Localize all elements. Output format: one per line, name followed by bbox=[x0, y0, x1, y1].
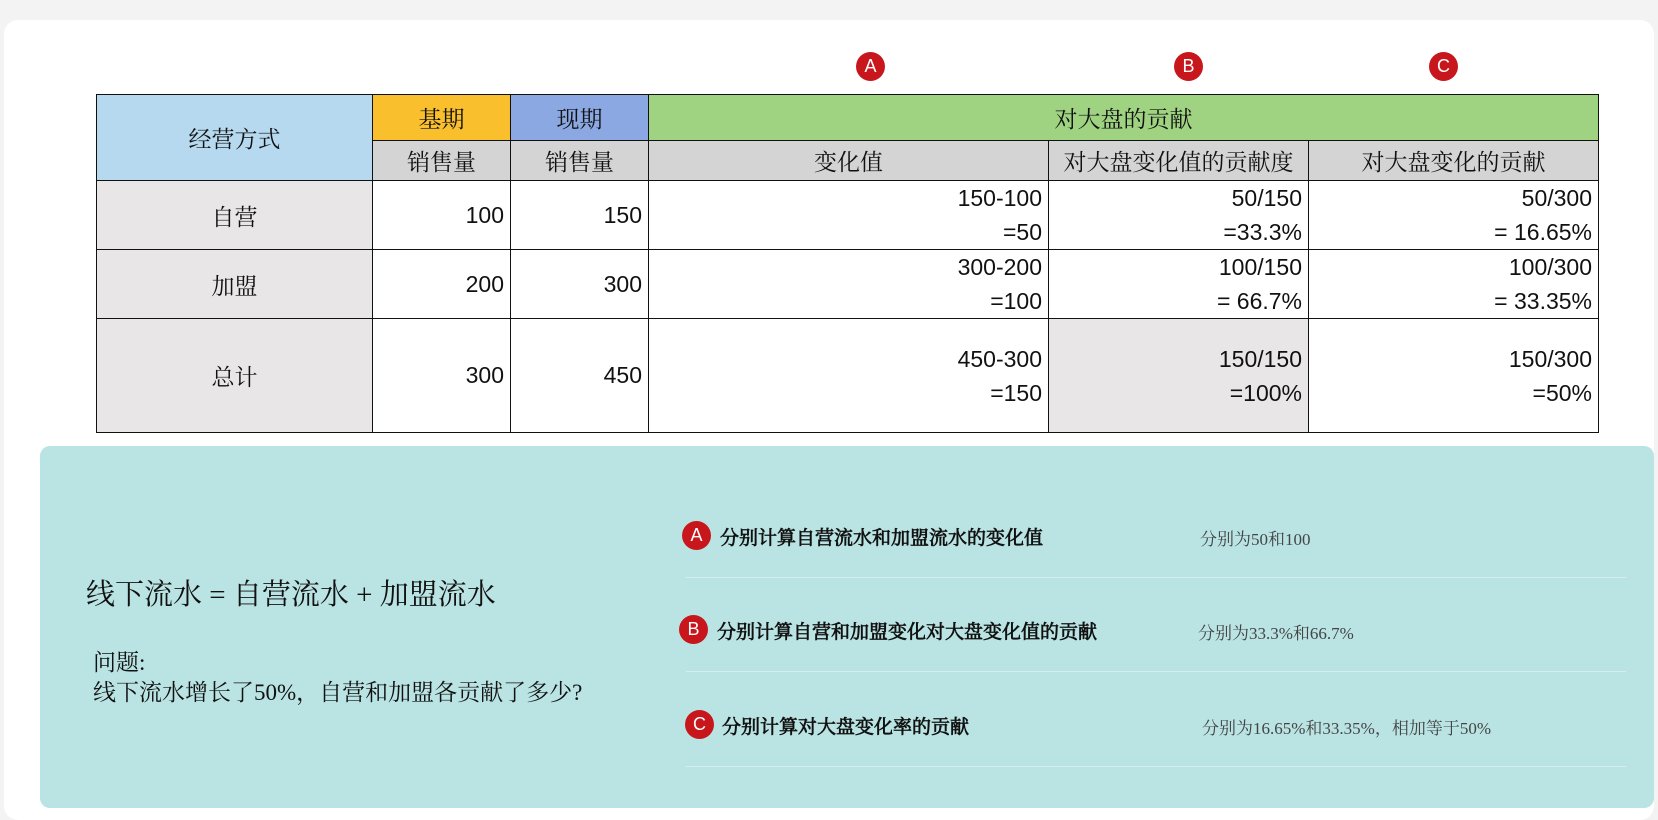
row-change: 150-100 =50 bbox=[649, 181, 1049, 250]
table-row bbox=[97, 319, 1599, 433]
marker-a: A bbox=[856, 52, 885, 81]
row-name: 加盟 bbox=[97, 250, 373, 319]
row-current: 300 bbox=[511, 250, 649, 319]
step-c-result: 分别为16.65%和33.35%，相加等于50% bbox=[1202, 719, 1491, 738]
question-label: 问题: bbox=[93, 650, 146, 675]
step-c-text: 分别计算对大盘变化率的贡献 bbox=[722, 717, 970, 738]
question-text: 线下流水增长了50%，自营和加盟各贡献了多少? bbox=[93, 680, 583, 705]
divider bbox=[686, 671, 1626, 672]
header-sales-base: 销售量 bbox=[373, 141, 511, 181]
row-contrib: 50/300 = 16.65% bbox=[1309, 181, 1599, 250]
row-contrib: 150/300 =50% bbox=[1309, 319, 1599, 433]
contribution-table bbox=[96, 94, 1599, 433]
formula: 线下流水 = 自营流水 + 加盟流水 bbox=[86, 579, 496, 611]
divider bbox=[686, 766, 1626, 767]
marker-b: B bbox=[1174, 52, 1203, 81]
step-a-result: 分别为50和100 bbox=[1200, 530, 1311, 549]
divider bbox=[686, 577, 1626, 578]
row-contrib: 100/300 = 33.35% bbox=[1309, 250, 1599, 319]
row-name: 自营 bbox=[97, 181, 373, 250]
row-change: 450-300 =150 bbox=[649, 319, 1049, 433]
row-change: 300-200 =100 bbox=[649, 250, 1049, 319]
header-change: 变化值 bbox=[649, 141, 1049, 181]
table-row bbox=[97, 181, 1599, 250]
row-degree: 100/150 = 66.7% bbox=[1049, 250, 1309, 319]
table-row bbox=[97, 250, 1599, 319]
row-degree: 150/150 =100% bbox=[1049, 319, 1309, 433]
step-a-marker: A bbox=[682, 521, 711, 550]
step-b-result: 分别为33.3%和66.7% bbox=[1198, 624, 1354, 643]
header-current: 现期 bbox=[511, 95, 649, 141]
header-contrib-degree: 对大盘变化值的贡献度 bbox=[1049, 141, 1309, 181]
header-sales-current: 销售量 bbox=[511, 141, 649, 181]
row-name: 总计 bbox=[97, 319, 373, 433]
row-base: 200 bbox=[373, 250, 511, 319]
step-b-marker: B bbox=[679, 615, 708, 644]
header-contrib-change: 对大盘变化的贡献 bbox=[1309, 141, 1599, 181]
row-base: 100 bbox=[373, 181, 511, 250]
question bbox=[93, 648, 582, 708]
row-current: 150 bbox=[511, 181, 649, 250]
header-base: 基期 bbox=[373, 95, 511, 141]
row-base: 300 bbox=[373, 319, 511, 433]
step-b-text: 分别计算自营和加盟变化对大盘变化值的贡献 bbox=[717, 622, 1098, 643]
step-c-marker: C bbox=[685, 710, 714, 739]
row-degree: 50/150 =33.3% bbox=[1049, 181, 1309, 250]
step-a-text: 分别计算自营流水和加盟流水的变化值 bbox=[720, 528, 1044, 549]
marker-c: C bbox=[1429, 52, 1458, 81]
row-current: 450 bbox=[511, 319, 649, 433]
header-method: 经营方式 bbox=[97, 95, 373, 181]
header-contribution: 对大盘的贡献 bbox=[649, 95, 1599, 141]
